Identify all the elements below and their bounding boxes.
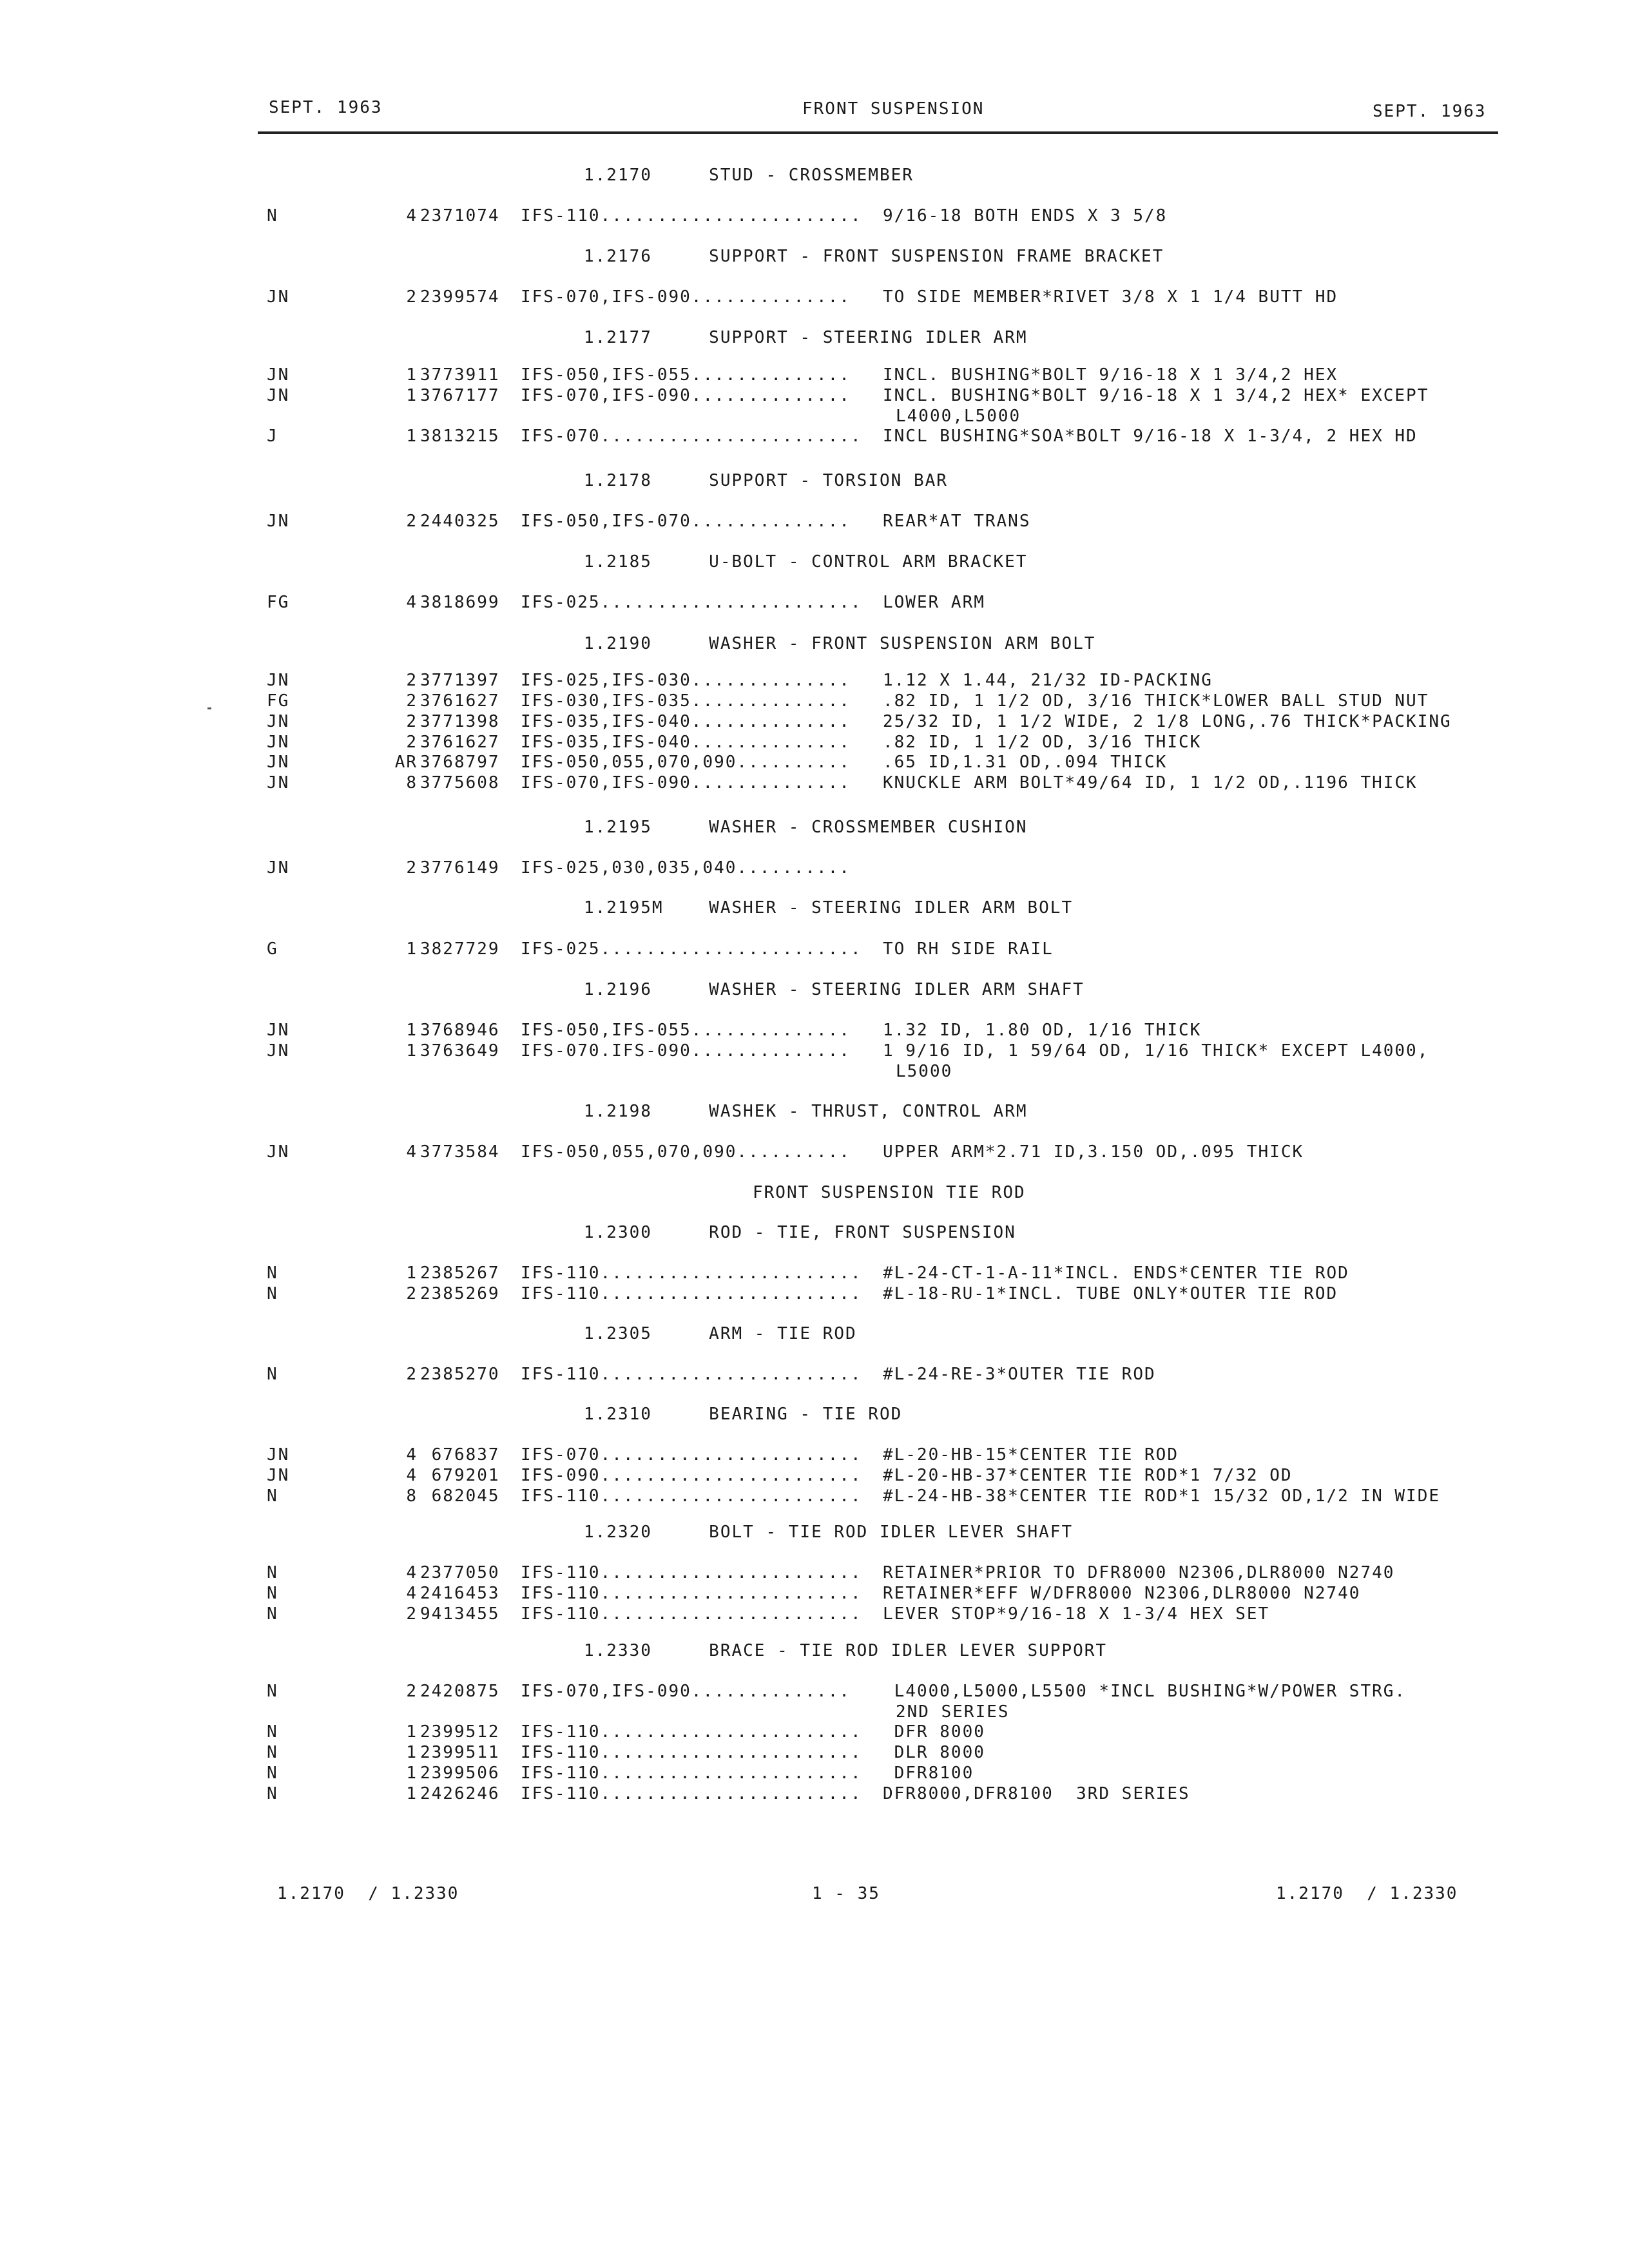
part-description: RETAINER*PRIOR TO DFR8000 N2306,DLR8000 N2740 — [883, 1563, 1395, 1582]
quantity: 4 — [406, 1466, 418, 1485]
part-description: .82 ID, 1 1/2 OD, 3/16 THICK — [883, 733, 1202, 752]
model-code: N — [267, 1563, 278, 1582]
part-row — [0, 1284, 1629, 1305]
part-row — [0, 427, 1629, 447]
part-description: 1 9/16 ID, 1 59/64 OD, 1/16 THICK* EXCEPT L4000, — [883, 1041, 1429, 1061]
section-title: 1.2176 SUPPORT - FRONT SUSPENSION FRAME BRACKET — [584, 247, 1164, 266]
part-row — [0, 1445, 1629, 1466]
quantity: 1 — [406, 1264, 418, 1283]
quantity: 1 — [406, 1021, 418, 1040]
part-description: INCL. BUSHING*BOLT 9/16-18 X 1 3/4,2 HEX* EXCEPT — [883, 386, 1429, 405]
model-code: G — [267, 939, 278, 959]
part-row — [0, 512, 1629, 532]
model-code: JN — [267, 1021, 290, 1040]
quantity: 2 — [406, 858, 418, 878]
model-code: JN — [267, 1445, 290, 1465]
quantity: 2 — [406, 733, 418, 752]
model-code: JN — [267, 753, 290, 772]
reference: IFS-025,IFS-030.............. — [521, 671, 851, 690]
part-description: INCL BUSHING*SOA*BOLT 9/16-18 X 1-3/4, 2 HEX HD — [883, 427, 1418, 446]
part-description: 1.32 ID, 1.80 OD, 1/16 THICK — [883, 1021, 1202, 1040]
part-number: 2377050 — [420, 1563, 500, 1582]
reference: IFS-110....................... — [521, 1284, 862, 1303]
quantity: 1 — [406, 1743, 418, 1762]
part-description: .82 ID, 1 1/2 OD, 3/16 THICK*LOWER BALL STUD NUT — [883, 691, 1429, 711]
part-number: 3761627 — [420, 733, 500, 752]
part-row — [0, 365, 1629, 386]
part-description: DFR 8000 — [883, 1722, 985, 1742]
part-row — [0, 691, 1629, 712]
part-row — [0, 858, 1629, 879]
reference: IFS-025....................... — [521, 939, 862, 959]
part-number: 3771398 — [420, 712, 500, 731]
part-number: 2399512 — [420, 1722, 500, 1742]
model-code: JN — [267, 386, 290, 405]
footer-page-number: 1 - 35 — [812, 1884, 880, 1903]
reference: IFS-110....................... — [521, 1365, 862, 1384]
section-title: 1.2320 BOLT - TIE ROD IDLER LEVER SHAFT — [584, 1523, 1074, 1542]
model-code: N — [267, 206, 278, 226]
part-number: 3818699 — [420, 593, 500, 612]
header-left: SEPT. 1963 — [269, 98, 383, 117]
part-number: 3813215 — [420, 427, 500, 446]
model-code: N — [267, 1743, 278, 1762]
section-title: 1.2305 ARM - TIE ROD — [584, 1324, 857, 1343]
part-number: 2426246 — [420, 1784, 500, 1803]
part-description: 1.12 X 1.44, 21/32 ID-PACKING — [883, 671, 1213, 690]
model-code: N — [267, 1584, 278, 1603]
part-number: 2371074 — [420, 206, 500, 226]
part-number: 3771397 — [420, 671, 500, 690]
reference: IFS-050,055,070,090.......... — [521, 753, 851, 772]
part-description: LEVER STOP*9/16-18 X 1-3/4 HEX SET — [883, 1604, 1270, 1624]
reference: IFS-050,IFS-070.............. — [521, 512, 851, 531]
part-row — [0, 1702, 1629, 1723]
part-row — [0, 1682, 1629, 1702]
part-number: 3767177 — [420, 386, 500, 405]
reference: IFS-090....................... — [521, 1466, 862, 1485]
part-description: KNUCKLE ARM BOLT*49/64 ID, 1 1/2 OD,.1196 THICK — [883, 773, 1418, 793]
part-number: 682045 — [420, 1486, 500, 1506]
part-row — [0, 753, 1629, 773]
quantity: 4 — [406, 206, 418, 226]
model-code: JN — [267, 712, 290, 731]
reference: IFS-035,IFS-040.............. — [521, 712, 851, 731]
part-number: 2440325 — [420, 512, 500, 531]
part-description: DLR 8000 — [883, 1743, 985, 1762]
reference: IFS-110....................... — [521, 1743, 862, 1762]
part-description: 25/32 ID, 1 1/2 WIDE, 2 1/8 LONG,.76 THICK*PACKING — [883, 712, 1452, 731]
model-code: JN — [267, 1041, 290, 1061]
model-code: FG — [267, 691, 290, 711]
part-row — [0, 1264, 1629, 1284]
quantity: 4 — [406, 1142, 418, 1162]
part-row — [0, 1784, 1629, 1805]
quantity: 1 — [406, 427, 418, 446]
part-number: 3775608 — [420, 773, 500, 793]
quantity: 4 — [406, 1584, 418, 1603]
quantity: 8 — [406, 1486, 418, 1506]
part-description-continued: L5000 — [896, 1062, 953, 1081]
model-code: JN — [267, 671, 290, 690]
part-row — [0, 1365, 1629, 1385]
reference: IFS-070,IFS-090.............. — [521, 773, 851, 793]
model-code: N — [267, 1682, 278, 1701]
part-number: 676837 — [420, 1445, 500, 1465]
part-description: LOWER ARM — [883, 593, 985, 612]
section-title: 1.2178 SUPPORT - TORSION BAR — [584, 471, 948, 490]
quantity: 2 — [406, 1604, 418, 1624]
quantity: 1 — [406, 1041, 418, 1061]
part-description: RETAINER*EFF W/DFR8000 N2306,DLR8000 N2740 — [883, 1584, 1361, 1603]
model-code: N — [267, 1365, 278, 1384]
part-row — [0, 1743, 1629, 1763]
part-number: 2420875 — [420, 1682, 500, 1701]
reference: IFS-110....................... — [521, 1722, 862, 1742]
section-title: 1.2310 BEARING - TIE ROD — [584, 1405, 903, 1424]
part-row — [0, 773, 1629, 794]
model-code: N — [267, 1486, 278, 1506]
quantity: 2 — [406, 287, 418, 307]
part-row — [0, 1563, 1629, 1584]
part-row — [0, 1584, 1629, 1604]
part-number: 2416453 — [420, 1584, 500, 1603]
part-row — [0, 1486, 1629, 1507]
part-description: UPPER ARM*2.71 ID,3.150 OD,.095 THICK — [883, 1142, 1304, 1162]
part-description: .65 ID,1.31 OD,.094 THICK — [883, 753, 1168, 772]
section-title: 1.2190 WASHER - FRONT SUSPENSION ARM BOLT — [584, 634, 1096, 653]
part-number: 2399506 — [420, 1763, 500, 1783]
model-code: JN — [267, 287, 290, 307]
part-number: 3768797 — [420, 753, 500, 772]
part-number: 2399574 — [420, 287, 500, 307]
quantity: 2 — [406, 691, 418, 711]
quantity: 4 — [406, 593, 418, 612]
model-code: JN — [267, 773, 290, 793]
reference: IFS-110....................... — [521, 1604, 862, 1624]
quantity: 4 — [406, 1563, 418, 1582]
part-row — [0, 733, 1629, 753]
model-code: N — [267, 1264, 278, 1283]
part-description: L4000,L5000,L5500 *INCL BUSHING*W/POWER STRG. — [883, 1682, 1407, 1701]
reference: IFS-050,IFS-055.............. — [521, 1021, 851, 1040]
reference: IFS-110....................... — [521, 1486, 862, 1506]
model-code: JN — [267, 1466, 290, 1485]
part-number: 3761627 — [420, 691, 500, 711]
reference: IFS-035,IFS-040.............. — [521, 733, 851, 752]
quantity: 1 — [406, 1722, 418, 1742]
part-row — [0, 1604, 1629, 1625]
reference: IFS-070....................... — [521, 427, 862, 446]
part-number: 3776149 — [420, 858, 500, 878]
reference: IFS-025,030,035,040.......... — [521, 858, 851, 878]
part-description: REAR*AT TRANS — [883, 512, 1031, 531]
model-code: JN — [267, 733, 290, 752]
quantity: 1 — [406, 939, 418, 959]
section-title: 1.2196 WASHER - STEERING IDLER ARM SHAFT — [584, 980, 1084, 999]
quantity: 2 — [406, 671, 418, 690]
reference: IFS-050,IFS-055.............. — [521, 365, 851, 385]
model-code: JN — [267, 512, 290, 531]
part-description: #L-24-HB-38*CENTER TIE ROD*1 15/32 OD,1/2 IN WIDE — [883, 1486, 1441, 1506]
part-number: 2399511 — [420, 1743, 500, 1762]
part-number: 2385267 — [420, 1264, 500, 1283]
part-number: 3763649 — [420, 1041, 500, 1061]
reference: IFS-050,055,070,090.......... — [521, 1142, 851, 1162]
section-title: 1.2300 ROD - TIE, FRONT SUSPENSION — [584, 1223, 1016, 1242]
quantity: 1 — [406, 1763, 418, 1783]
part-description: TO SIDE MEMBER*RIVET 3/8 X 1 1/4 BUTT HD — [883, 287, 1338, 307]
part-number: 3773911 — [420, 365, 500, 385]
part-row — [0, 1763, 1629, 1784]
reference: IFS-110....................... — [521, 1264, 862, 1283]
part-number: 2385270 — [420, 1365, 500, 1384]
model-code: JN — [267, 858, 290, 878]
part-number: 3768946 — [420, 1021, 500, 1040]
part-description: TO RH SIDE RAIL — [883, 939, 1054, 959]
model-code: N — [267, 1763, 278, 1783]
part-row — [0, 1142, 1629, 1163]
section-title: 1.2185 U-BOLT - CONTROL ARM BRACKET — [584, 552, 1028, 572]
part-number: 679201 — [420, 1466, 500, 1485]
part-row — [0, 1021, 1629, 1041]
reference: IFS-110....................... — [521, 206, 862, 226]
quantity: 8 — [406, 773, 418, 793]
model-code: J — [267, 427, 278, 446]
header-center: FRONT SUSPENSION — [802, 99, 985, 119]
quantity: 2 — [406, 1365, 418, 1384]
reference: IFS-070....................... — [521, 1445, 862, 1465]
header-rule — [258, 131, 1498, 134]
section-title: 1.2195 WASHER - CROSSMEMBER CUSHION — [584, 818, 1028, 837]
model-code: N — [267, 1722, 278, 1742]
quantity: 2 — [406, 712, 418, 731]
part-description: #L-24-CT-1-A-11*INCL. ENDS*CENTER TIE ROD — [883, 1264, 1349, 1283]
part-row — [0, 407, 1629, 427]
part-number: 2385269 — [420, 1284, 500, 1303]
reference: IFS-110....................... — [521, 1584, 862, 1603]
quantity: 2 — [406, 1682, 418, 1701]
reference: IFS-070,IFS-090.............. — [521, 386, 851, 405]
part-number: 9413455 — [420, 1604, 500, 1624]
part-row — [0, 287, 1629, 308]
section-title: 1.2195M WASHER - STEERING IDLER ARM BOLT — [584, 898, 1074, 918]
model-code: JN — [267, 1142, 290, 1162]
part-description: #L-20-HB-37*CENTER TIE ROD*1 7/32 OD — [883, 1466, 1293, 1485]
model-code: FG — [267, 593, 290, 612]
reference: IFS-110....................... — [521, 1784, 862, 1803]
footer-left: 1.2170 / 1.2330 — [277, 1884, 459, 1903]
part-description: #L-20-HB-15*CENTER TIE ROD — [883, 1445, 1179, 1465]
reference: IFS-110....................... — [521, 1763, 862, 1783]
section-title: 1.2177 SUPPORT - STEERING IDLER ARM — [584, 328, 1028, 347]
reference: IFS-025....................... — [521, 593, 862, 612]
part-description-continued: 2ND SERIES — [896, 1702, 1010, 1722]
part-number: 3773584 — [420, 1142, 500, 1162]
quantity: 2 — [406, 1284, 418, 1303]
reference: IFS-070.IFS-090.............. — [521, 1041, 851, 1061]
quantity: 1 — [406, 365, 418, 385]
part-row — [0, 712, 1629, 733]
reference: IFS-070,IFS-090.............. — [521, 287, 851, 307]
reference: IFS-110....................... — [521, 1563, 862, 1582]
part-row — [0, 206, 1629, 227]
group-title: FRONT SUSPENSION TIE ROD — [753, 1183, 1026, 1202]
footer-right: 1.2170 / 1.2330 — [1276, 1884, 1458, 1903]
part-description: DFR8100 — [883, 1763, 974, 1783]
part-row — [0, 671, 1629, 691]
part-row — [0, 386, 1629, 407]
model-code: N — [267, 1604, 278, 1624]
model-code: N — [267, 1284, 278, 1303]
section-title: 1.2170 STUD - CROSSMEMBER — [584, 166, 914, 185]
part-row — [0, 1466, 1629, 1486]
part-description: INCL. BUSHING*BOLT 9/16-18 X 1 3/4,2 HEX — [883, 365, 1338, 385]
part-row — [0, 1722, 1629, 1743]
reference: IFS-030,IFS-035.............. — [521, 691, 851, 711]
section-title: 1.2330 BRACE - TIE ROD IDLER LEVER SUPPORT — [584, 1641, 1108, 1660]
quantity: 4 — [406, 1445, 418, 1465]
reference: IFS-070,IFS-090.............. — [521, 1682, 851, 1701]
part-description: #L-24-RE-3*OUTER TIE ROD — [883, 1365, 1156, 1384]
part-description: 9/16-18 BOTH ENDS X 3 5/8 — [883, 206, 1168, 226]
model-code: N — [267, 1784, 278, 1803]
part-description-continued: L4000,L5000 — [896, 407, 1021, 426]
part-row — [0, 593, 1629, 613]
part-row — [0, 939, 1629, 960]
part-number: 3827729 — [420, 939, 500, 959]
part-description: DFR8000,DFR8100 3RD SERIES — [883, 1784, 1190, 1803]
part-row — [0, 1041, 1629, 1062]
section-title: 1.2198 WASHEK - THRUST, CONTROL ARM — [584, 1102, 1028, 1121]
header-right: SEPT. 1963 — [1373, 102, 1487, 121]
quantity: 2 — [406, 512, 418, 531]
part-description: #L-18-RU-1*INCL. TUBE ONLY*OUTER TIE ROD — [883, 1284, 1338, 1303]
quantity: 1 — [406, 1784, 418, 1803]
model-code: JN — [267, 365, 290, 385]
part-row — [0, 1062, 1629, 1082]
quantity: AR — [394, 753, 418, 772]
quantity: 1 — [406, 386, 418, 405]
